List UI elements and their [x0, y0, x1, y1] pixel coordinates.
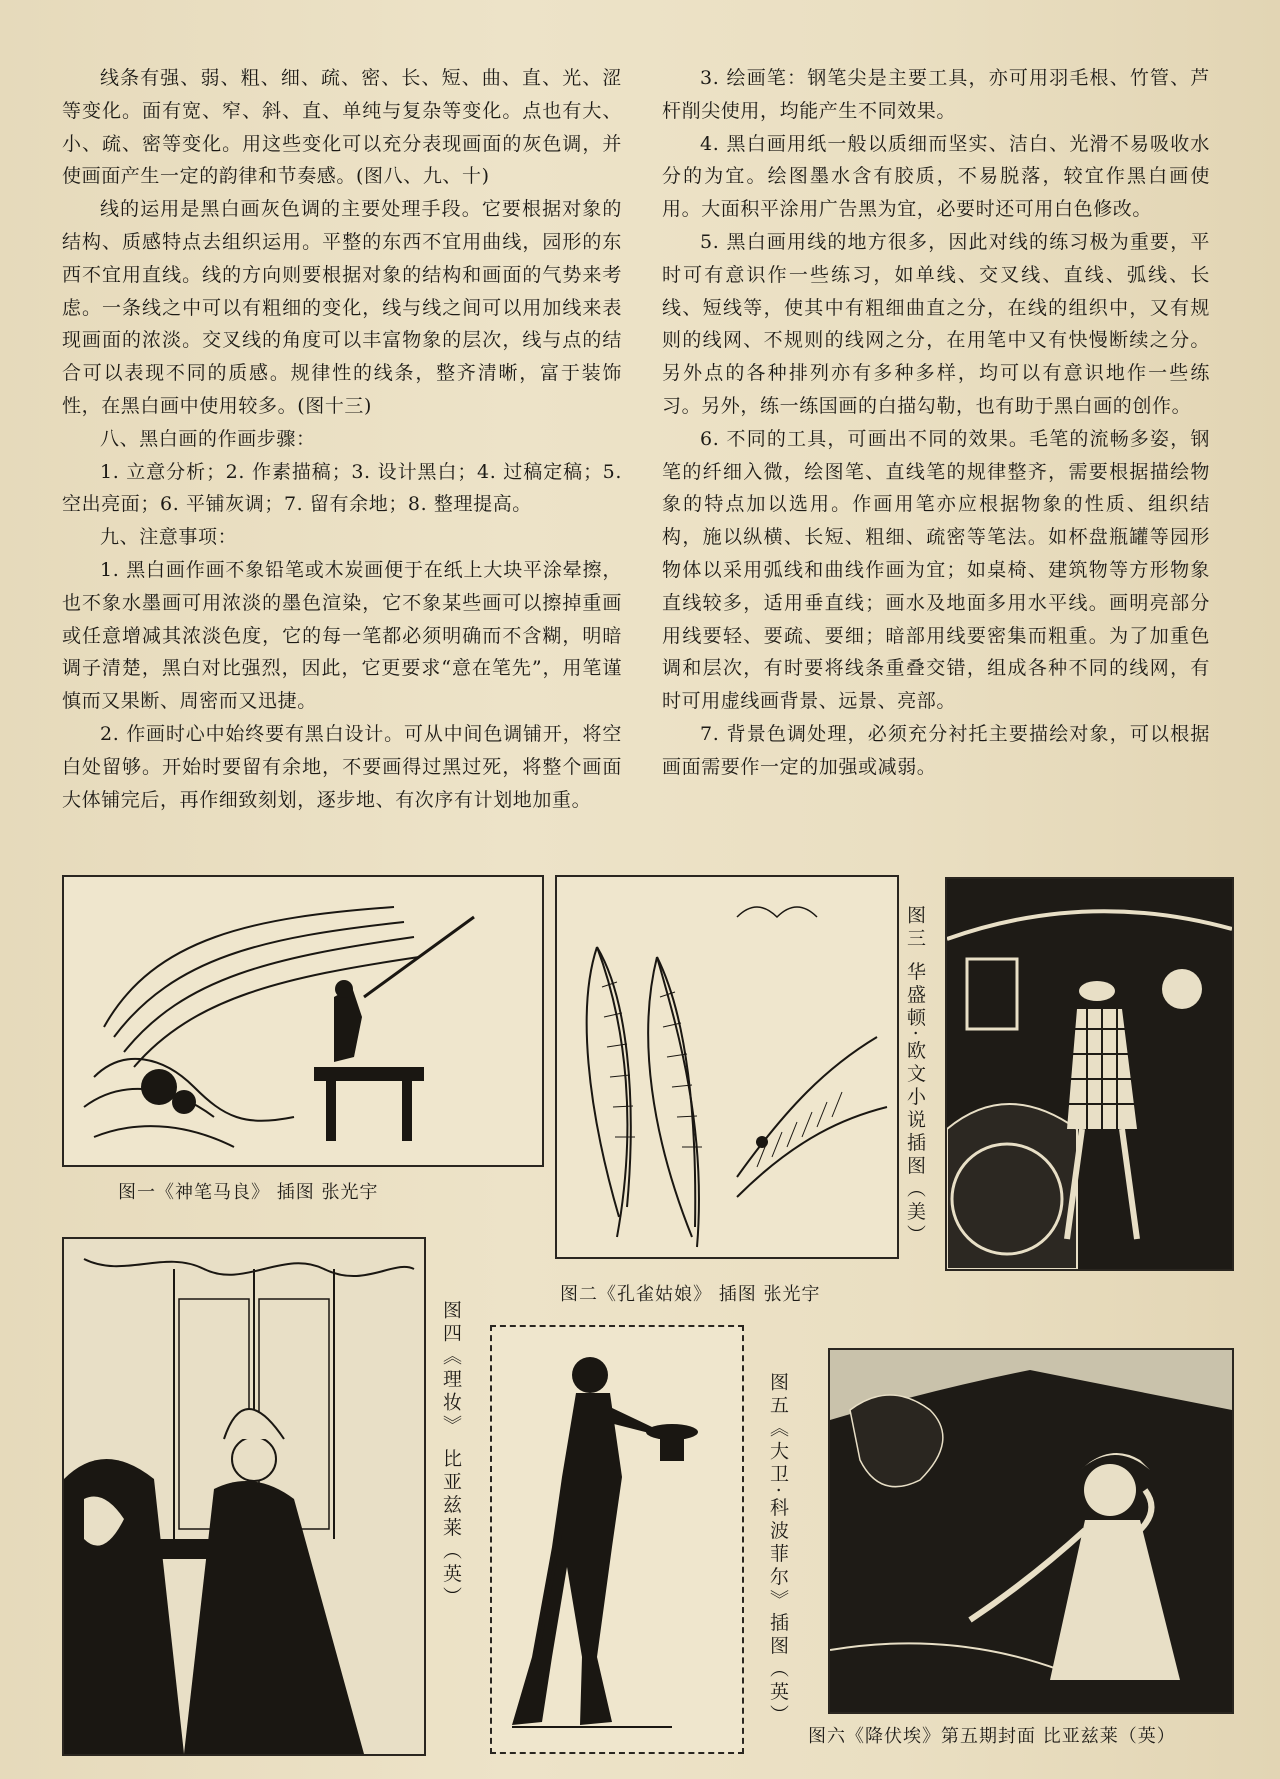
left-text-column — [62, 62, 622, 816]
paragraph: 3. 绘画笔：钢笔尖是主要工具，亦可用羽毛根、竹管、芦杆削尖使用，均能产生不同效果。 — [662, 67, 1210, 122]
figure-5-illustration — [490, 1325, 744, 1754]
figure-3-caption: 图三 华盛顿·欧文小说插图（美） — [904, 905, 926, 1248]
figure-5-caption: 图五《大卫·科波菲尔》插图（英） — [767, 1372, 789, 1728]
figure-4-illustration — [62, 1237, 426, 1756]
figure-6-illustration — [828, 1348, 1234, 1714]
paragraph: 线条有强、弱、粗、细、疏、密、长、短、曲、直、光、涩等变化。面有宽、窄、斜、直、单纯与复杂等变化。点也有大、小、疏、密等变化。用这些变化可以充分表现画面的灰色调，并使画面产生一定的韵律和节奏感。(图八、九、十) — [62, 67, 622, 188]
paragraph: 6. 不同的工具，可画出不同的效果。毛笔的流畅多姿，钢笔的纤细入微，绘图笔、直线笔的规律整齐，需要根据描绘物象的特点加以选用。作画用笔亦应根据物象的性质、组织结构，施以纵横、长短、粗细、疏密等笔法。如杯盘瓶罐等园形物体以采用弧线和曲线作画为宜；如桌椅、建筑物等方形物象直线较多，适用垂直线；画水及地面多用水平线。画明亮部分用线要轻、要疏、要细；暗部用线要密集而粗重。为了加重色调和层次，有时要将线条重叠交错，组成各种不同的线网，有时可用虚线画背景、远景、亮部。 — [662, 427, 1210, 713]
paragraph: 2. 作画时心中始终要有黑白设计。可从中间色调铺开，将空白处留够。开始时要留有余地，不要画得过黑过死，将整个画面大体铺完后，再作细致刻划，逐步地、有次序有计划地加重。 — [62, 722, 622, 811]
figure-1-illustration — [62, 875, 544, 1167]
paragraph: 1. 立意分析；2. 作素描稿；3. 设计黑白；4. 过稿定稿；5. 空出亮面；6. 平铺灰调；7. 留有余地；8. 整理提高。 — [62, 460, 622, 516]
paragraph: 5. 黑白画用线的地方很多，因此对线的练习极为重要，平时可有意识作一些练习，如单线、交叉线、直线、弧线、长线、短线等，使其中有粗细曲直之分，在线的组织中，又有规则的线网、不规则的线网之分，在用笔中又有快慢断续之分。另外点的各种排列亦有多种多样，均可以有意识地作一些练习。另外，练一练国画的白描勾勒，也有助于黑白画的创作。 — [662, 230, 1210, 417]
paragraph: 4. 黑白画用纸一般以质细而坚实、洁白、光滑不易吸收水分的为宜。绘图墨水含有胶质，不易脱落，较宜作黑白画使用。大面积平涂用广告黑为宜，必要时还可用白色修改。 — [662, 132, 1210, 221]
figure-2-illustration — [555, 875, 899, 1259]
paragraph: 线的运用是黑白画灰色调的主要处理手段。它要根据对象的结构、质感特点去组织运用。平整的东西不宜用曲线，园形的东西不宜用直线。线的方向则要根据对象的结构和画面的气势来考虑。一条线之中可以有粗细的变化，线与线之间可以用加线来表现画面的浓淡。交叉线的角度可以丰富物象的层次，线与点的结合可以表现不同的质感。规律性的线条，整齐清晰，富于装饰性，在黑白画中使用较多。(图十三) — [62, 198, 622, 417]
right-text-column — [662, 62, 1210, 784]
figure-4-caption: 图四《理妆》 比亚兹莱（英） — [440, 1300, 462, 1610]
section-heading: 九、注意事项： — [100, 526, 238, 549]
section-heading: 八、黑白画的作画步骤： — [100, 427, 316, 450]
figure-3-illustration — [945, 877, 1234, 1271]
figure-6-caption: 图六《降伏埃》第五期封面 比亚兹莱（英） — [808, 1726, 1176, 1747]
paragraph: 1. 黑白画作画不象铅笔或木炭画便于在纸上大块平涂晕擦，也不象水墨画可用浓淡的墨色渲染，它不象某些画可以擦掉重画或任意增减其浓淡色度，它的每一笔都必须明确而不含糊，明暗调子清楚，黑白对比强烈，因此，它更要求“意在笔先”，用笔谨慎而又果断、周密而又迅捷。 — [62, 558, 622, 713]
figure-2-caption: 图二《孔雀姑娘》 插图 张光宇 — [560, 1284, 821, 1305]
paragraph: 7. 背景色调处理，必须充分衬托主要描绘对象，可以根据画面需要作一定的加强或减弱。 — [662, 722, 1210, 778]
figure-1-caption: 图一《神笔马良》 插图 张光宇 — [118, 1182, 379, 1203]
